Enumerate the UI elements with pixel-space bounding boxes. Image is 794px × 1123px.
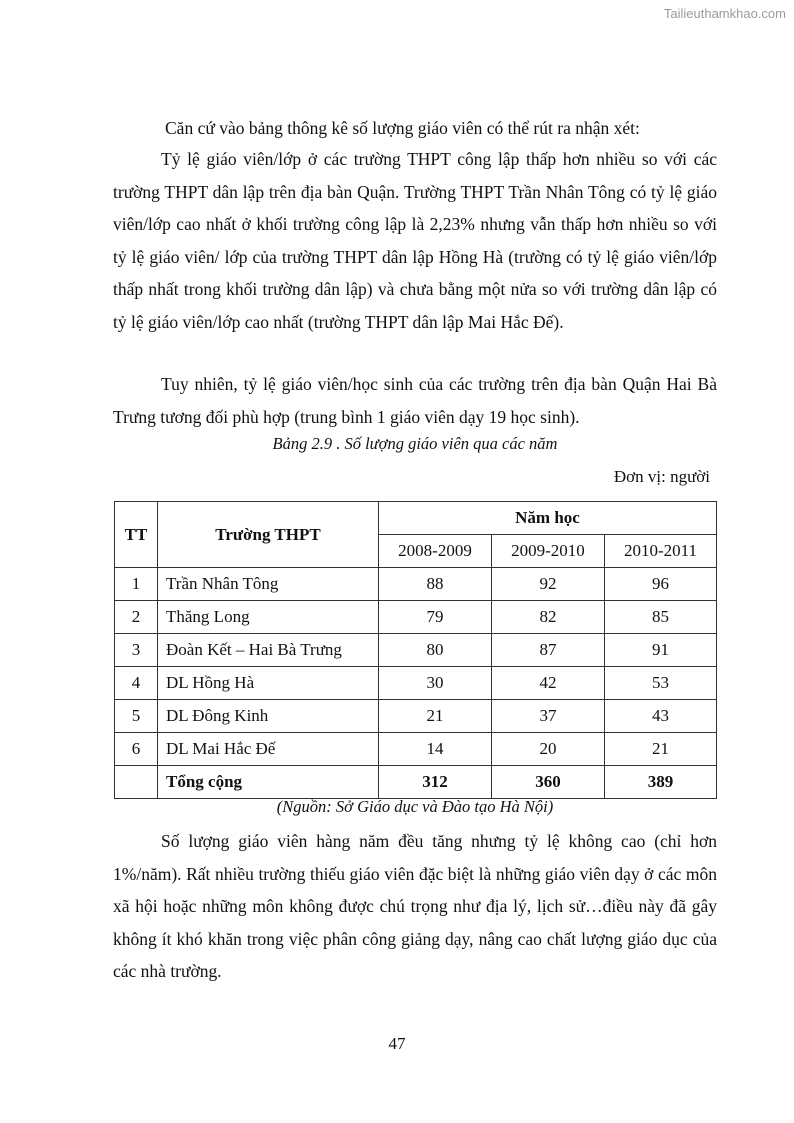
cell-tt-empty <box>115 766 158 799</box>
cell-total-value: 312 <box>379 766 492 799</box>
teacher-count-table <box>114 501 717 799</box>
cell-value: 37 <box>491 700 604 733</box>
cell-value: 53 <box>604 667 716 700</box>
header-year: 2010-2011 <box>604 535 716 568</box>
header-year-group: Năm học <box>379 502 717 535</box>
cell-value: 20 <box>491 733 604 766</box>
table-unit: Đơn vị: người <box>613 467 710 486</box>
cell-school: Đoàn Kết – Hai Bà Trưng <box>158 634 379 667</box>
header-tt: TT <box>115 502 158 568</box>
cell-value: 79 <box>379 601 492 634</box>
cell-school: DL Hồng Hà <box>158 667 379 700</box>
cell-tt: 2 <box>115 601 158 634</box>
header-year: 2009-2010 <box>491 535 604 568</box>
cell-tt: 5 <box>115 700 158 733</box>
cell-value: 14 <box>379 733 492 766</box>
watermark: Tailieuthamkhao.com <box>663 6 786 21</box>
table-total-row <box>115 766 717 799</box>
table-row <box>115 601 717 634</box>
cell-value: 80 <box>379 634 492 667</box>
cell-value: 85 <box>604 601 716 634</box>
table-caption: Bảng 2.9 . Số lượng giáo viên qua các năm <box>272 434 558 453</box>
table-row <box>115 733 717 766</box>
cell-value: 82 <box>491 601 604 634</box>
cell-school: DL Mai Hắc Đế <box>158 733 379 766</box>
cell-school: Thăng Long <box>158 601 379 634</box>
cell-value: 92 <box>491 568 604 601</box>
cell-tt: 6 <box>115 733 158 766</box>
table-row <box>115 700 717 733</box>
cell-total-value: 389 <box>604 766 716 799</box>
cell-tt: 1 <box>115 568 158 601</box>
table-source: (Nguồn: Sở Giáo dục và Đào tạo Hà Nội) <box>276 797 554 816</box>
cell-tt: 4 <box>115 667 158 700</box>
table-header-row <box>115 502 717 535</box>
cell-value: 91 <box>604 634 716 667</box>
cell-value: 87 <box>491 634 604 667</box>
page-number: 47 <box>388 1034 406 1053</box>
header-school: Trường THPT <box>158 502 379 568</box>
cell-value: 42 <box>491 667 604 700</box>
cell-value: 21 <box>604 733 716 766</box>
cell-value: 21 <box>379 700 492 733</box>
paragraph-ratio-student: Tuy nhiên, tỷ lệ giáo viên/học sinh của các trường trên địa bàn Quận Hai Bà Trưng tương đối phù hợp (trung bình 1 giáo viên dạy 19 học sinh). <box>113 374 717 427</box>
cell-value: 43 <box>604 700 716 733</box>
cell-total-value: 360 <box>491 766 604 799</box>
cell-school: Trần Nhân Tông <box>158 568 379 601</box>
cell-value: 30 <box>379 667 492 700</box>
paragraph-ratio-class: Tỷ lệ giáo viên/lớp ở các trường THPT công lập thấp hơn nhiều so với các trường THPT dân lập trên địa bàn Quận. Trường THPT Trần Nhân Tông có tỷ lệ giáo viên/lớp cao nhất ở khối trường công lập là 2,23% nhưng vẫn thấp hơn nhiều so với tỷ lệ giáo viên/ lớp của trường THPT dân lập Hồng Hà (trường có tỷ lệ giáo viên/lớp thấp nhất trong khối trường dân lập) và chưa bằng một nửa so với trường dân lập có tỷ lệ giáo viên/lớp cao nhất (trường THPT dân lập Mai Hắc Đế). <box>113 149 717 332</box>
table-row <box>115 634 717 667</box>
cell-value: 96 <box>604 568 716 601</box>
table-row <box>115 667 717 700</box>
cell-value: 88 <box>379 568 492 601</box>
cell-total-label: Tổng cộng <box>158 766 379 799</box>
table-row <box>115 568 717 601</box>
header-year: 2008-2009 <box>379 535 492 568</box>
paragraph-conclusion: Số lượng giáo viên hàng năm đều tăng nhưng tỷ lệ không cao (chỉ hơn 1%/năm). Rất nhiều trường thiếu giáo viên đặc biệt là những giáo viên dạy ở các môn xã hội hoặc những môn không được chú trọng như địa lý, lịch sử…điều này đã gây không ít khó khăn trong việc phân công giảng dạy, nâng cao chất lượng giáo dục của các nhà trường. <box>113 831 717 982</box>
cell-tt: 3 <box>115 634 158 667</box>
paragraph-intro: Căn cứ vào bảng thông kê số lượng giáo viên có thể rút ra nhận xét: <box>165 118 640 138</box>
cell-school: DL Đông Kinh <box>158 700 379 733</box>
